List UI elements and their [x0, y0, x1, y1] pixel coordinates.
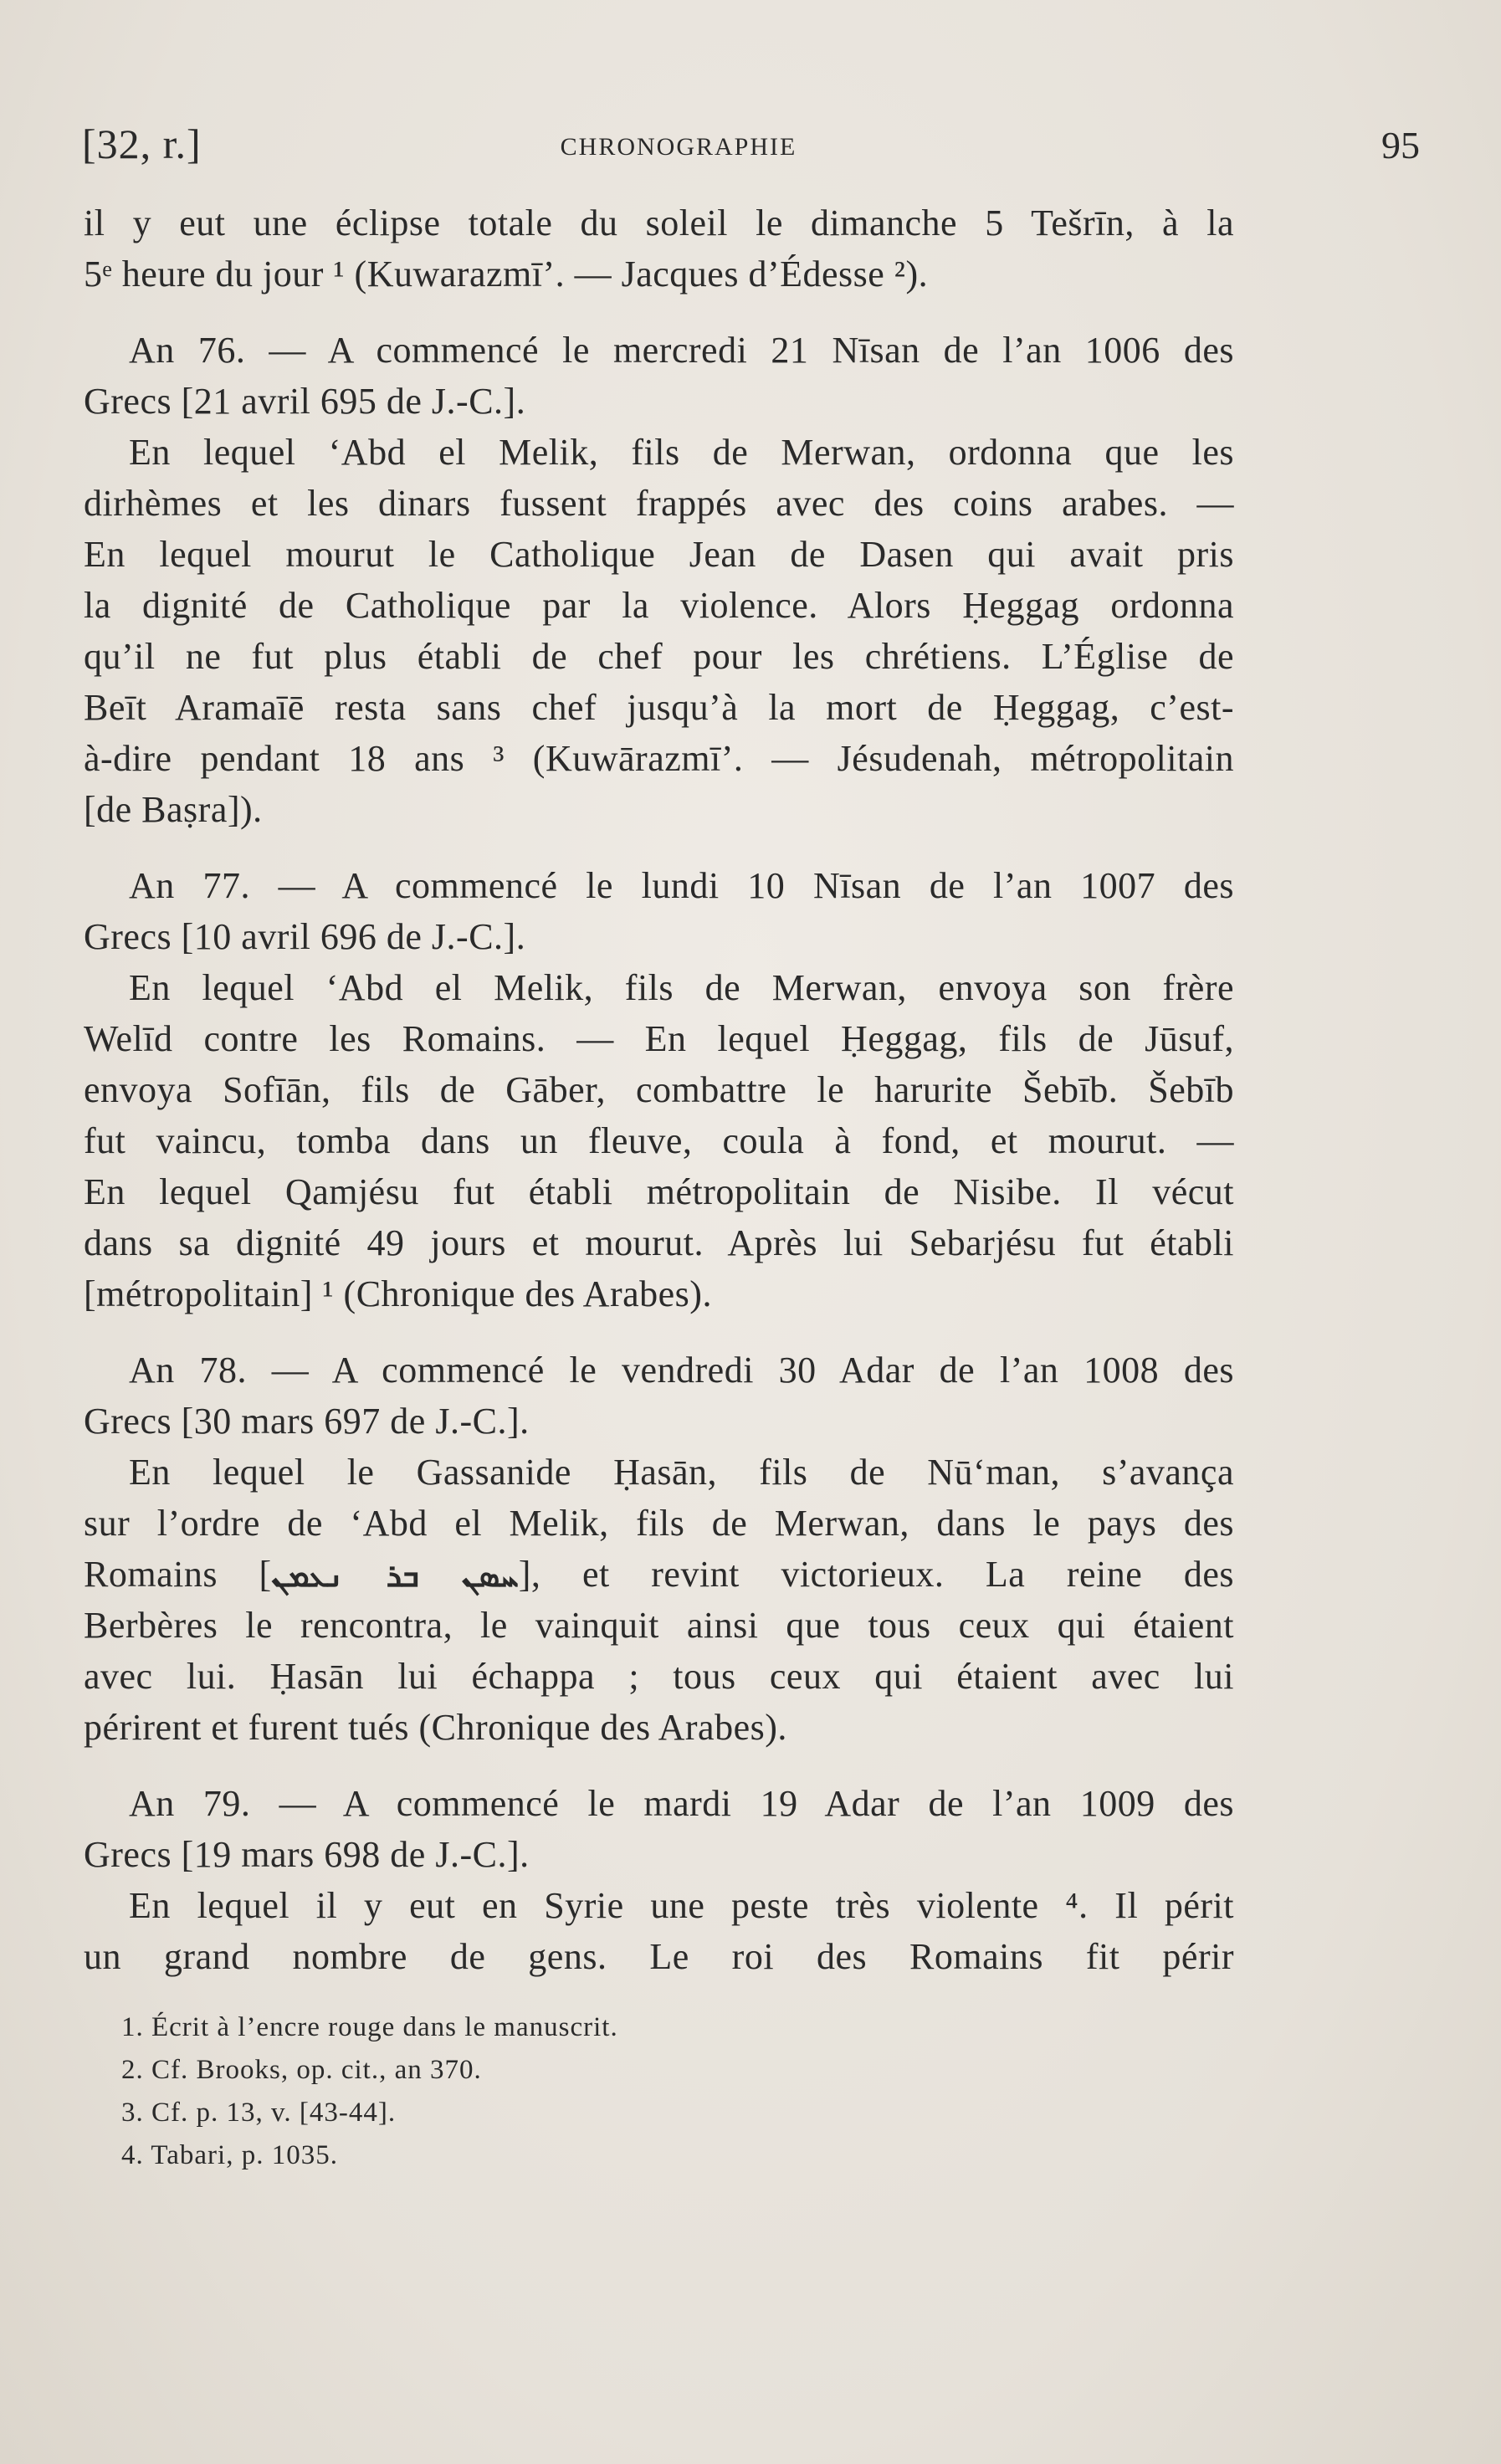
text-line: En lequel ‘Abd el Melik, fils de Merwan, envoya son frère — [129, 967, 1234, 1008]
entry-year-76 — [84, 325, 1234, 835]
folio-reference: [32, r.] — [82, 120, 202, 167]
text-line: envoya Sofīān, fils de Gāber, combattre le harurite Šebīb. Šebīb — [84, 1069, 1234, 1110]
main-text — [84, 197, 1234, 1982]
text-line: En lequel Qamjésu fut établi métropolitain de Nisibe. Il vécut — [84, 1171, 1234, 1212]
text-line: dans sa dignité 49 jours et mourut. Après lui Sebarjésu fut établi — [84, 1222, 1234, 1263]
footnote: 3. Cf. p. 13, v. [43-44]. — [121, 2098, 397, 2128]
footnote: 4. Tabari, p. 1035. — [121, 2140, 338, 2170]
text-line: il y eut une éclipse totale du soleil le dimanche 5 Tešrīn, à la — [84, 202, 1234, 243]
entry-year-79 — [84, 1778, 1234, 1982]
entry-year-78 — [84, 1345, 1234, 1753]
text-line: Berbères le rencontra, le vainquit ainsi que tous ceux qui étaient — [84, 1605, 1234, 1646]
paragraph-continuation — [84, 197, 1234, 300]
text-line: En lequel mourut le Catholique Jean de Dasen qui avait pris — [84, 534, 1234, 575]
text-line: un grand nombre de gens. Le roi des Romains fit périr — [84, 1936, 1234, 1977]
footnote: 1. Écrit à l’encre rouge dans le manuscrit. — [121, 2012, 618, 2042]
text-line: En lequel ‘Abd el Melik, fils de Merwan, ordonna que les — [129, 432, 1234, 473]
running-header — [82, 120, 1420, 178]
text-line: périrent et furent tués (Chronique des Arabes). — [84, 1707, 787, 1748]
text-line: En lequel il y eut en Syrie une peste très violente ⁴. Il périt — [129, 1885, 1234, 1926]
text-line: à-dire pendant 18 ans ³ (Kuwārazmī’. — Jésudenah, métropolitain — [84, 738, 1234, 779]
text-line: la dignité de Catholique par la violence. Alors Ḥeggag ordonna — [84, 585, 1234, 626]
text-line: Grecs [21 avril 695 de J.-C.]. — [84, 381, 526, 422]
text-line: An 77. — A commencé le lundi 10 Nīsan de l’an 1007 des — [129, 865, 1234, 906]
page-number: 95 — [1381, 124, 1420, 166]
text-line: An 79. — A commencé le mardi 19 Adar de l’an 1009 des — [129, 1783, 1234, 1824]
text-line: [de Baṣra]). — [84, 789, 263, 830]
text-line: Welīd contre les Romains. — En lequel Ḥeggag, fils de Jūsuf, — [84, 1018, 1234, 1059]
text-line: 5ᵉ heure du jour ¹ (Kuwarazmī’. — Jacques d’Édesse ²). — [84, 254, 929, 295]
footnote: 2. Cf. Brooks, op. cit., an 370. — [121, 2055, 482, 2085]
text-segment: Romains [ — [84, 1554, 272, 1595]
text-line: Beīt Aramaīē resta sans chef jusqu’à la mort de Ḥeggag, c’est- — [84, 687, 1234, 728]
text-line-with-syriac — [84, 1549, 1234, 1600]
syriac-text: ܚܣܢ ܒܪ ܢܥܡܢ — [271, 1557, 519, 1594]
text-line: dirhèmes et les dinars fussent frappés avec des coins arabes. — — [84, 483, 1234, 524]
text-line: qu’il ne fut plus établi de chef pour les chrétiens. L’Église de — [84, 636, 1234, 677]
text-line: Grecs [10 avril 696 de J.-C.]. — [84, 916, 526, 957]
entry-year-77 — [84, 860, 1234, 1319]
text-line: avec lui. Ḥasān lui échappa ; tous ceux qui étaient avec lui — [84, 1656, 1234, 1697]
text-line: [métropolitain] ¹ (Chronique des Arabes). — [84, 1273, 712, 1314]
text-line: Grecs [19 mars 698 de J.-C.]. — [84, 1834, 530, 1875]
text-line: An 76. — A commencé le mercredi 21 Nīsan de l’an 1006 des — [129, 330, 1234, 371]
text-segment: ], et revint victorieux. La reine des — [518, 1554, 1234, 1595]
running-title: CHRONOGRAPHIE — [560, 133, 797, 161]
text-line: sur l’ordre de ‘Abd el Melik, fils de Merwan, dans le pays des — [84, 1503, 1234, 1544]
text-line: Grecs [30 mars 697 de J.-C.]. — [84, 1401, 530, 1442]
footnotes — [121, 2006, 874, 2177]
text-line: En lequel le Gassanide Ḥasān, fils de Nū‘man, s’avança — [129, 1452, 1234, 1493]
text-line: fut vaincu, tomba dans un fleuve, coula à fond, et mourut. — — [84, 1120, 1234, 1161]
text-line: An 78. — A commencé le vendredi 30 Adar de l’an 1008 des — [129, 1350, 1234, 1391]
